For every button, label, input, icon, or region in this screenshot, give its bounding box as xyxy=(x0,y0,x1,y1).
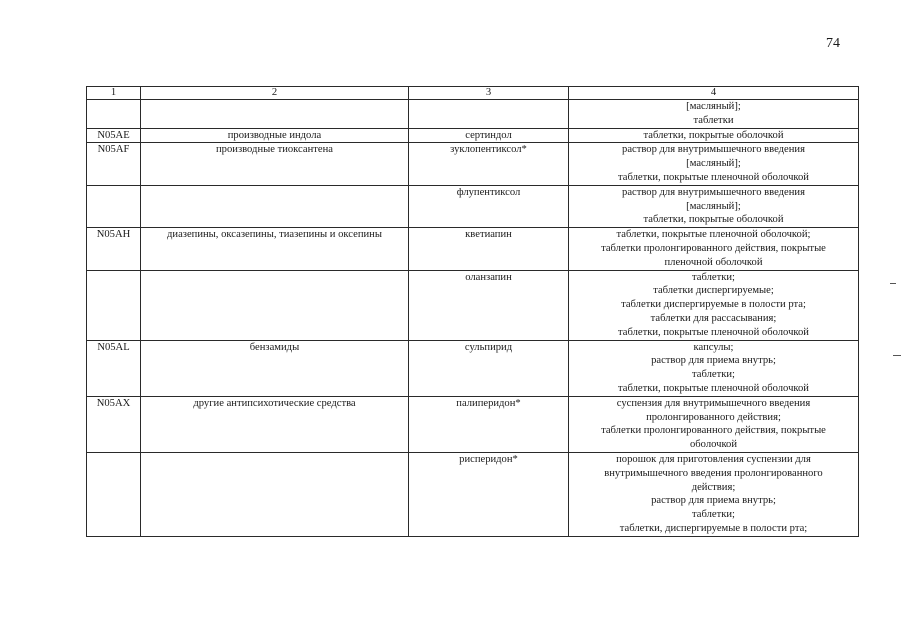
dosage-forms-cell xyxy=(569,270,859,340)
drug-cell: оланзапин xyxy=(409,270,569,340)
atc-code-cell xyxy=(87,185,141,227)
dosage-form-line: таблетки, покрытые пленочной оболочкой xyxy=(618,171,809,183)
dosage-form-line: таблетки; xyxy=(692,271,735,283)
group-cell: другие антипсихотические средства xyxy=(141,396,409,452)
dosage-form-line: таблетки, покрытые оболочкой xyxy=(643,214,784,226)
dosage-form-line: таблетки, покрытые оболочкой xyxy=(643,129,784,141)
table-row xyxy=(87,228,859,270)
drug-cell: рисперидон* xyxy=(409,452,569,536)
header-cell-4: 4 xyxy=(569,87,859,100)
dosage-forms-cell xyxy=(569,228,859,270)
group-cell xyxy=(141,270,409,340)
group-cell xyxy=(141,185,409,227)
table-row xyxy=(87,128,859,143)
dosage-form-line: раствор для внутримышечного введения xyxy=(622,186,805,198)
dosage-form-line: таблетки диспергируемые; xyxy=(653,285,774,297)
dosage-form-line: таблетки, покрытые пленочной оболочкой; xyxy=(616,229,811,241)
atc-code-cell: N05AL xyxy=(87,340,141,396)
header-cell-2: 2 xyxy=(141,87,409,100)
drug-cell: сульпирид xyxy=(409,340,569,396)
dosage-forms-cell xyxy=(569,128,859,143)
dosage-form-line: таблетки; xyxy=(692,509,735,521)
dosage-form-line: раствор для приема внутрь; xyxy=(651,495,776,507)
dosage-forms-cell xyxy=(569,100,859,129)
dosage-form-line: оболочкой xyxy=(689,439,738,451)
header-cell-3: 3 xyxy=(409,87,569,100)
group-cell: диазепины, оксазепины, тиазепины и оксепины xyxy=(141,228,409,270)
group-cell: производные тиоксантена xyxy=(141,143,409,185)
drug-cell: сертиндол xyxy=(409,128,569,143)
group-cell: производные индола xyxy=(141,128,409,143)
table-header-row xyxy=(87,87,859,100)
atc-code-cell: N05AX xyxy=(87,396,141,452)
dosage-form-line: пленочной оболочкой xyxy=(664,256,763,268)
table-row xyxy=(87,143,859,185)
page-number: 74 xyxy=(826,36,840,51)
dosage-form-line: [масляный]; xyxy=(686,101,741,112)
table-row xyxy=(87,396,859,452)
dosage-form-line: раствор для внутримышечного введения xyxy=(622,144,805,156)
atc-code-cell xyxy=(87,100,141,129)
table-row xyxy=(87,100,859,129)
dosage-form-line: таблетки для рассасывания; xyxy=(650,312,777,324)
dosage-form-line: таблетки пролонгированного действия, покрытые xyxy=(601,425,826,437)
dosage-forms-cell xyxy=(569,143,859,185)
dosage-form-line: суспензия для внутримышечного введения xyxy=(616,397,811,409)
drug-cell: флупентиксол xyxy=(409,185,569,227)
table-row xyxy=(87,452,859,536)
dosage-form-line: таблетки, покрытые пленочной оболочкой xyxy=(618,382,809,394)
group-cell: бензамиды xyxy=(141,340,409,396)
dosage-form-line: таблетки пролонгированного действия, покрытые xyxy=(601,242,826,254)
dosage-form-line: внутримышечного введения пролонгированного xyxy=(604,467,823,479)
drug-cell: зуклопентиксол* xyxy=(409,143,569,185)
medicines-table xyxy=(86,86,859,537)
dosage-form-line: [масляный]; xyxy=(686,158,741,170)
margin-mark xyxy=(890,283,896,284)
dosage-form-line: раствор для приема внутрь; xyxy=(651,355,776,367)
dosage-form-line: порошок для приготовления суспензии для xyxy=(616,453,811,465)
atc-code-cell xyxy=(87,270,141,340)
header-cell-1: 1 xyxy=(87,87,141,100)
dosage-form-line: таблетки, диспергируемые в полости рта; xyxy=(619,522,808,534)
atc-code-cell: N05AH xyxy=(87,228,141,270)
table-row xyxy=(87,340,859,396)
dosage-forms-cell xyxy=(569,396,859,452)
dosage-forms-cell xyxy=(569,452,859,536)
drug-cell xyxy=(409,100,569,129)
table-row xyxy=(87,270,859,340)
drug-cell: палиперидон* xyxy=(409,396,569,452)
atc-code-cell: N05AE xyxy=(87,128,141,143)
dosage-forms-cell xyxy=(569,340,859,396)
dosage-form-line: капсулы; xyxy=(693,341,734,353)
dosage-form-line: действия; xyxy=(691,481,736,493)
table-row xyxy=(87,185,859,227)
dosage-form-line: пролонгированного действия; xyxy=(646,411,781,423)
atc-code-cell xyxy=(87,452,141,536)
dosage-form-line: таблетки диспергируемые в полости рта; xyxy=(621,299,806,311)
dosage-form-line: таблетки, покрытые пленочной оболочкой xyxy=(618,326,809,338)
group-cell xyxy=(141,452,409,536)
margin-mark xyxy=(893,355,901,356)
drug-cell: кветиапин xyxy=(409,228,569,270)
dosage-form-line: [масляный]; xyxy=(686,200,741,212)
group-cell xyxy=(141,100,409,129)
dosage-form-line: таблетки; xyxy=(692,369,735,381)
dosage-form-line: таблетки xyxy=(693,114,734,126)
dosage-forms-cell xyxy=(569,185,859,227)
atc-code-cell: N05AF xyxy=(87,143,141,185)
